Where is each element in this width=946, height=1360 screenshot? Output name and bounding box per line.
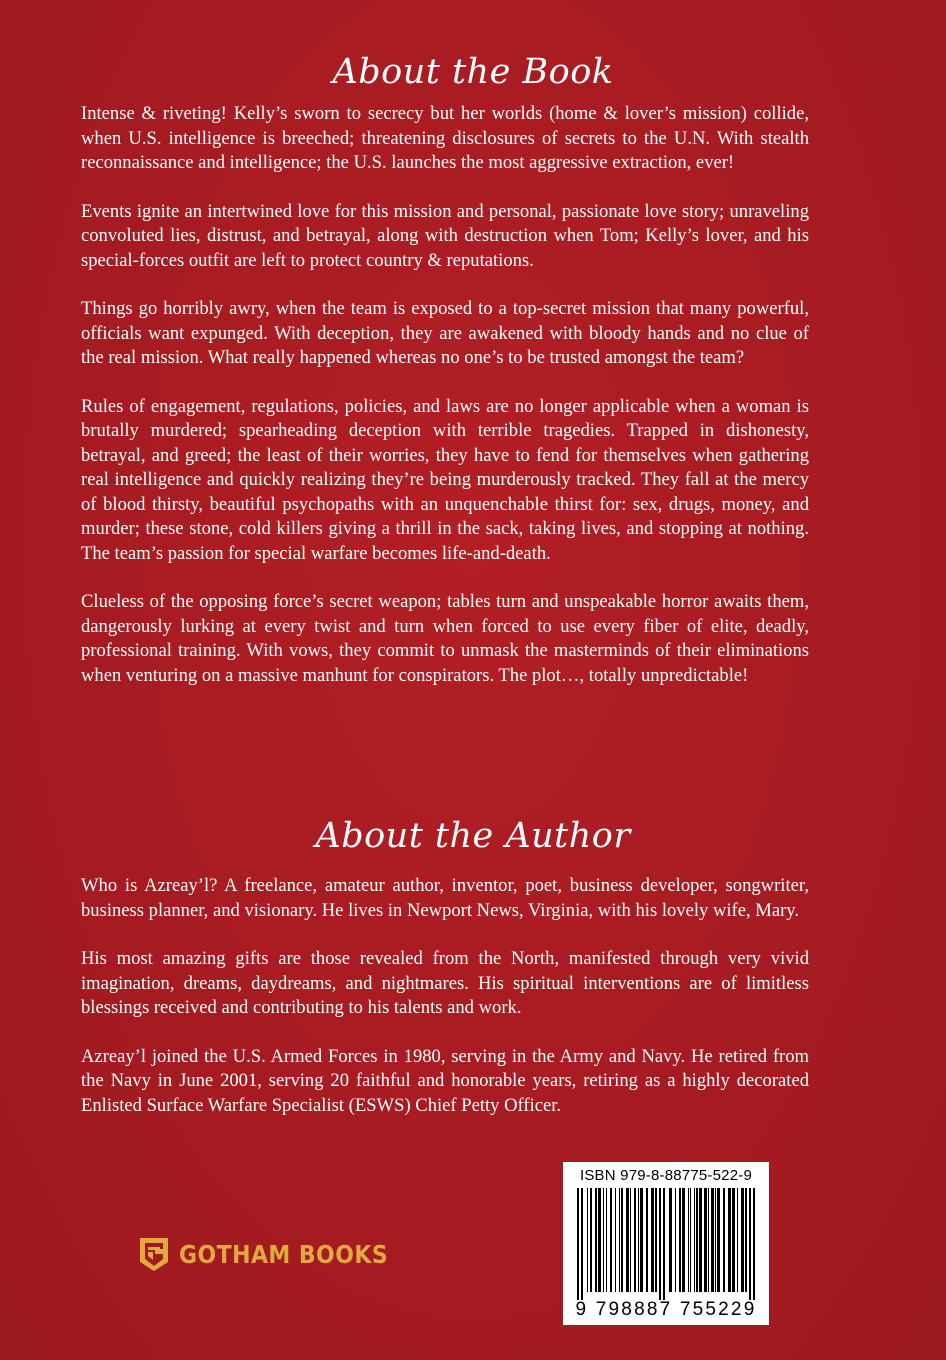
publisher-imprint [137,1234,417,1274]
barcode-bar [595,1188,597,1292]
about-author-paragraph-1: Who is Azreay’l? A freelance, amateur author, inventor, poet, business developer, songwriter, business planner, and visionary. He lives in Newport News, Virginia, with his lovely wife, Mary. [81,875,809,921]
barcode-bar [603,1188,604,1292]
barcode-bar [610,1188,612,1292]
barcode-bar [728,1188,731,1292]
barcode-bar [587,1188,588,1292]
about-author-paragraph-2: His most amazing gifts are those revealed from the North, manifested through very vivid imagination, dreams, daydreams, and nightmares. His spiritual interventions are of limitless blessings received and contributing to his talents and work. [81,948,809,1018]
about-book-paragraph-5: Clueless of the opposing force’s secret weapon; tables turn and unspeakable horror awaits them, dangerously lurking at every twist and turn when forced to use every fiber of elite, deadly, professional training. With vows, they commit to unmask the masterminds of their eliminations when venturing on a massive manhunt for conspirators. The plot…, totally unpredictable! [81,591,809,686]
barcode-bar [621,1188,623,1292]
barcode-bar [634,1188,636,1292]
about-book-paragraph-1: Intense & riveting! Kelly’s sworn to secrecy but her worlds (home & lover’s mission) collide, when U.S. intelligence is breeched; threatening disclosures of secrets to the U.N. With stealth reconnaissance and intelligence; the U.S. launches the most aggressive extraction, ever! [81,103,809,173]
gotham-shield-logo-icon [137,1235,171,1273]
barcode-bar [682,1188,685,1292]
about-author-body [81,874,809,1118]
isbn-barcode [563,1162,769,1325]
about-book-paragraph-2: Events ignite an intertwined love for this mission and personal, passionate love story; unraveling convoluted lies, distrust, and betrayal, along with destruction when Tom; Kelly’s lover, and his special-forces outfit are left to protect country & reputations. [81,200,809,271]
barcode-bar [638,1188,639,1292]
barcode-bar [675,1188,676,1292]
barcode-guard-bar [753,1188,755,1300]
barcode-bar [694,1188,695,1292]
barcode-bar [630,1188,631,1292]
barcode-bars [573,1188,759,1300]
barcode-bar [619,1188,620,1292]
barcode-bar [640,1188,643,1292]
barcode-bar [688,1188,689,1292]
barcode-bar [655,1188,657,1292]
barcode-bar [708,1188,709,1292]
about-book-paragraph-3: Things go horribly awry, when the team is exposed to a top-secret mission that many powerful, officials want expunged. With deception, they are awakened with bloody hands and no clue of the real mission. What really happened whereas no one’s to be trusted amongst the team? [81,298,809,368]
barcode-bar [598,1188,601,1292]
about-book-heading: About the Book [332,52,614,92]
barcode-guard-bar [749,1188,751,1300]
barcode-guard-bar [577,1188,579,1300]
barcode-bar [651,1188,654,1292]
barcode-bar [590,1188,592,1292]
barcode-bar [723,1188,725,1292]
isbn-label: ISBN 979-8-88775-522-9 [579,1167,752,1184]
barcode-bar [679,1188,681,1292]
barcode-bar [646,1188,648,1292]
about-author-heading: About the Author [315,816,631,856]
barcode-bar [737,1188,738,1292]
barcode-bar [711,1188,714,1292]
barcode-bar [715,1188,716,1292]
barcode-bar [717,1188,720,1292]
publisher-name: GOTHAM BOOKS [179,1239,389,1269]
about-author-paragraph-3: Azreay’l joined the U.S. Armed Forces in 1980, serving in the Army and Navy. He retired from the Navy in June 2001, serving 20 faithful and honorable years, retiring as a highly decorated Enlisted Surface Warfare Specialist (ESWS) Chief Petty Officer. [81,1045,809,1116]
barcode-bar [704,1188,707,1292]
barcode-bar [690,1188,691,1292]
barcode-bar [745,1188,747,1292]
barcode-bar [606,1188,607,1292]
barcode-bar [696,1188,698,1292]
barcode-bar [615,1188,616,1292]
barcode-bar [699,1188,702,1292]
barcode-bar [741,1188,744,1292]
barcode-bar [626,1188,629,1292]
barcode-guard-bar [581,1188,583,1300]
barcode-bar [732,1188,735,1292]
about-book-paragraph-4: Rules of engagement, regulations, policies, and laws are no longer applicable when a woman is brutally murdered; spearheading deception with terrible tragedies. Trapped in dishonesty, betrayal, and greed; the least of their worries, they have to fend for themselves when gathering real intelligence and quickly realizing they’re being murderously tracked. They fall at the mercy of blood thirsty, beautiful psychopaths with an unquenchable thirst for: sex, drugs, money, and murder; these stone, cold killers giving a thrill in the sack, taking lives, and stopping at nothing. The team’s passion for special warfare becomes life-and-death. [81,395,809,564]
barcode-guard-bar [659,1188,661,1300]
barcode-guard-bar [663,1188,665,1300]
about-book-body [81,102,809,688]
barcode-digits: 9 798887 755229 [575,1299,757,1320]
barcode-bar [669,1188,672,1292]
